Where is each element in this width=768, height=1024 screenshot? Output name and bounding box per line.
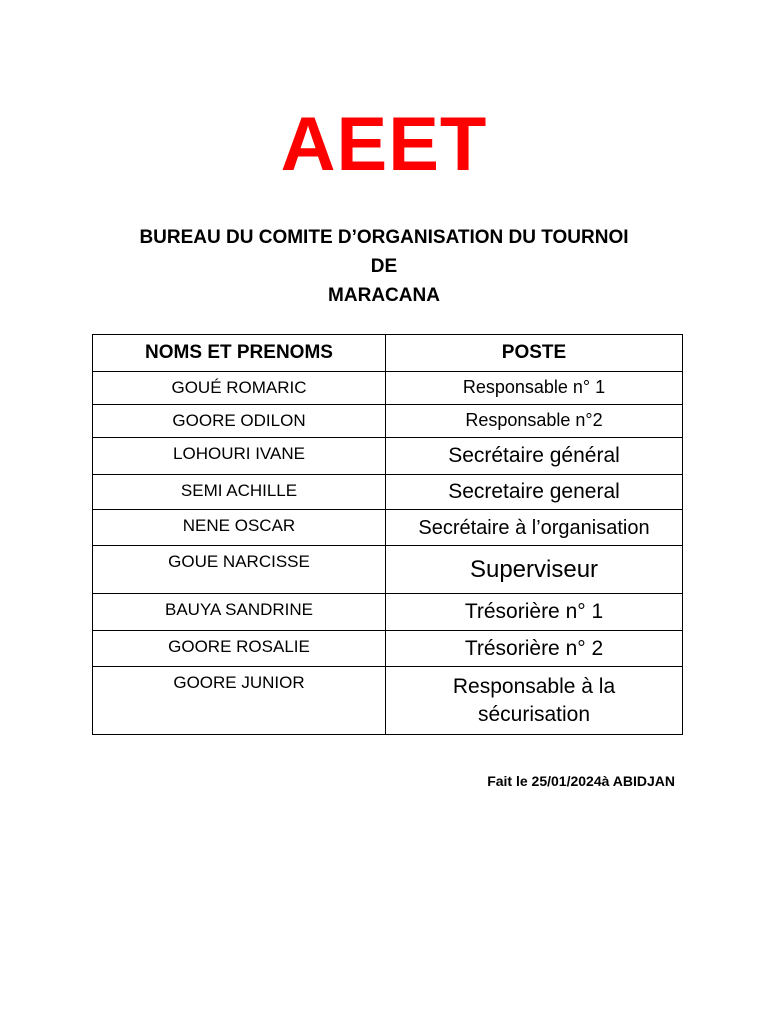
table-row xyxy=(93,405,683,438)
member-role: Secrétaire général xyxy=(386,438,683,475)
table-row xyxy=(93,475,683,510)
title-line: BUREAU DU COMITE D’ORGANISATION DU TOURNOI xyxy=(139,227,629,248)
member-name: LOHOURI IVANE xyxy=(93,438,386,475)
member-role: Responsable à la sécurisation xyxy=(386,667,683,735)
member-name: GOUE NARCISSE xyxy=(93,546,386,594)
column-header-role: POSTE xyxy=(386,335,683,372)
table-row xyxy=(93,438,683,475)
committee-table xyxy=(92,334,683,735)
member-role: Trésorière n° 2 xyxy=(386,631,683,667)
table-row xyxy=(93,372,683,405)
member-name: BAUYA SANDRINE xyxy=(93,594,386,631)
table-row xyxy=(93,510,683,546)
table-header-row xyxy=(93,335,683,372)
member-role: Secrétaire à l’organisation xyxy=(386,510,683,546)
member-role: Secretaire general xyxy=(386,475,683,510)
member-role: Trésorière n° 1 xyxy=(386,594,683,631)
document-title xyxy=(60,223,708,310)
member-role: Responsable n°2 xyxy=(386,405,683,438)
title-line: DE xyxy=(370,256,398,277)
table-row xyxy=(93,546,683,594)
member-name: GOUÉ ROMARIC xyxy=(93,372,386,405)
member-name: SEMI ACHILLE xyxy=(93,475,386,510)
table-row xyxy=(93,631,683,667)
member-name: GOORE ROSALIE xyxy=(93,631,386,667)
member-name: NENE OSCAR xyxy=(93,510,386,546)
member-role: Responsable n° 1 xyxy=(386,372,683,405)
member-name: GOORE ODILON xyxy=(93,405,386,438)
member-role: Superviseur xyxy=(386,546,683,594)
table-row xyxy=(93,594,683,631)
organization-name: AEET xyxy=(280,102,488,187)
title-line: MARACANA xyxy=(328,285,440,306)
member-name: GOORE JUNIOR xyxy=(93,667,386,735)
table-row xyxy=(93,667,683,735)
date-place-note: Fait le 25/01/2024à ABIDJAN xyxy=(487,773,675,789)
column-header-names: NOMS ET PRENOMS xyxy=(93,335,386,372)
